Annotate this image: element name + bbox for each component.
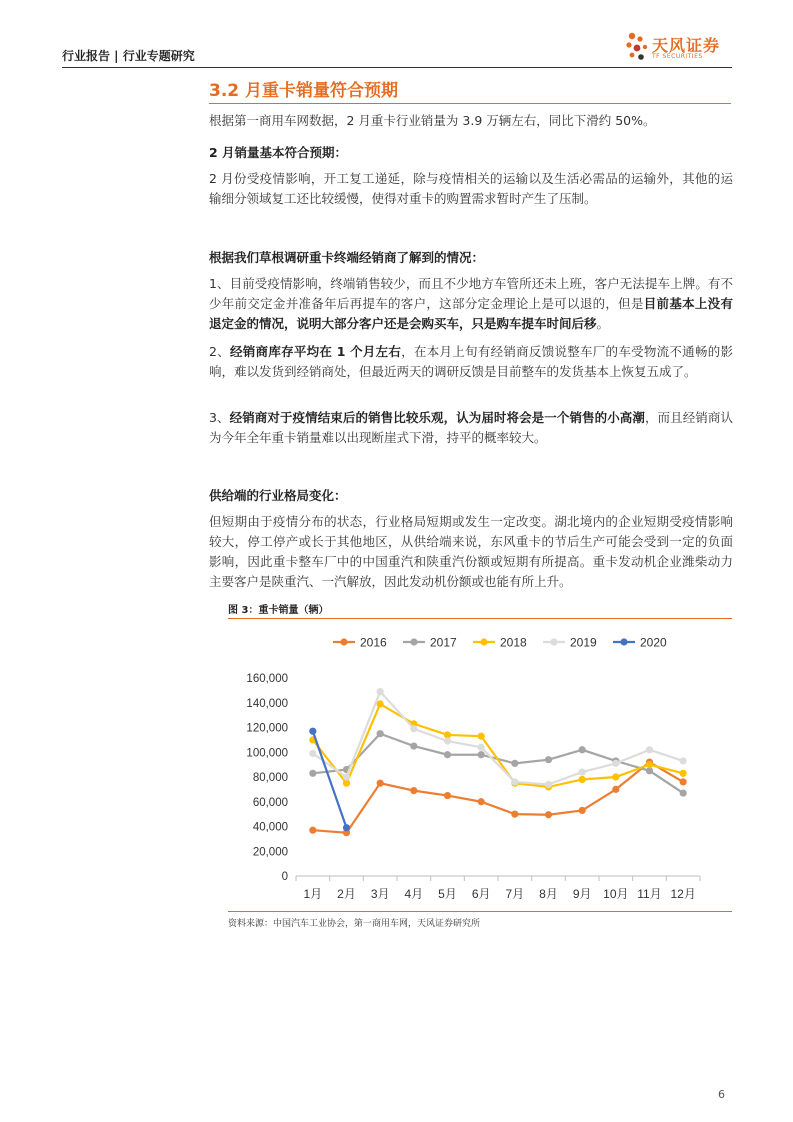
data-point-2017: [377, 730, 384, 737]
legend-swatch-marker-2020: [620, 638, 627, 645]
data-point-2016: [478, 798, 485, 805]
paragraph-sales-overview: 根据第一商用车网数据，2 月重卡行业销量为 3.9 万辆左右，同比下滑约 50%。: [209, 113, 656, 128]
y-tick-label: 120,000: [246, 722, 288, 735]
data-point-2017: [545, 756, 552, 763]
data-point-2016: [680, 778, 687, 785]
data-point-2019: [545, 781, 552, 788]
data-point-2019: [680, 757, 687, 764]
data-point-2017: [646, 767, 653, 774]
data-point-2017: [410, 742, 417, 749]
data-point-2016: [612, 786, 619, 793]
x-tick-label: 11月: [637, 887, 662, 901]
legend-label-2019: 2019: [570, 635, 597, 650]
paragraph-dealer-point-2: [209, 342, 733, 382]
x-tick-label: 3月: [370, 887, 390, 901]
subheading-feb-sales: 2 月销量基本符合预期：: [209, 145, 348, 160]
data-point-2017: [511, 760, 518, 767]
data-point-2017: [309, 770, 316, 777]
x-tick-label: 8月: [539, 887, 558, 901]
x-tick-label: 5月: [438, 887, 457, 901]
dealer-point-2-bold: 经销商库存平均在 1 个月左右: [230, 344, 402, 359]
figure-caption-prefix: 图 3：: [228, 605, 259, 616]
x-tick-label: 4月: [404, 887, 424, 901]
data-point-2018: [646, 761, 653, 768]
logo-subtitle: TF SECURITIES: [652, 53, 703, 60]
data-point-2019: [377, 688, 384, 695]
company-logo: [624, 30, 734, 66]
data-point-2017: [579, 746, 586, 753]
legend-swatch-marker-2019: [550, 638, 557, 645]
data-point-2019: [579, 768, 586, 775]
data-point-2018: [343, 780, 350, 787]
section-title-underline: [209, 103, 731, 104]
figure-bottom-rule: [228, 911, 732, 912]
data-point-2018: [680, 770, 687, 777]
data-point-2020: [343, 824, 350, 831]
legend-label-2020: 2020: [640, 635, 667, 650]
x-tick-label: 12月: [670, 887, 696, 901]
x-tick-label: 7月: [505, 887, 525, 901]
data-point-2019: [309, 750, 316, 757]
section-title: 3.2 月重卡销量符合预期: [209, 81, 399, 101]
logo-flower-icon: [624, 30, 650, 64]
data-point-2016: [377, 780, 384, 787]
data-point-2019: [410, 725, 417, 732]
paragraph-dealer-point-1: [209, 274, 733, 334]
heavy-truck-sales-chart: [228, 620, 732, 910]
x-tick-label: 6月: [471, 887, 491, 901]
logo-name: 天风证券: [652, 36, 721, 55]
data-point-2016: [309, 827, 316, 834]
legend-swatch-marker-2017: [410, 638, 417, 645]
paragraph-feb-impact: 2 月份受疫情影响，开工复工递延，除与疫情相关的运输以及生活必需品的运输外，其他的运输细分领域复工还比较缓慢，使得对重卡的购置需求暂时产生了压制。: [209, 171, 733, 206]
data-point-2018: [478, 733, 485, 740]
dealer-point-2-num: 2、: [209, 344, 230, 359]
data-point-2017: [680, 789, 687, 796]
legend-swatch-marker-2018: [480, 638, 487, 645]
figure-caption: [228, 601, 328, 616]
series-line-2020: [313, 731, 347, 828]
x-tick-label: 10月: [603, 887, 629, 901]
x-tick-label: 1月: [303, 887, 323, 901]
subheading-dealer-survey: 根据我们草根调研重卡终端经销商了解到的情况：: [209, 250, 485, 265]
page-number: 6: [718, 1088, 725, 1101]
y-tick-label: 160,000: [246, 673, 288, 685]
y-tick-label: 100,000: [246, 747, 288, 760]
figure-top-rule: [228, 618, 732, 619]
figure-source: 资料来源：中国汽车工业协会，第一商用车网，天风证券研究所: [228, 919, 481, 929]
legend-label-2017: 2017: [430, 635, 457, 650]
data-point-2016: [545, 811, 552, 818]
paragraph-supply-side: 但短期由于疫情分布的状态，行业格局短期或发生一定改变。湖北境内的企业短期受疫情影响较大，停工停产或长于其他地区，从供给端来说，东风重卡的节后生产可能会受到一定的负面影响，因此重卡整车厂中的中国重汽和陕重汽份额或短期有所提高。重卡发动机企业潍柴动力主要客户是陕重汽、一汽解放，因此发动机份额或也能有所上升。: [209, 514, 733, 589]
data-point-2019: [343, 773, 350, 780]
data-point-2019: [478, 744, 485, 751]
dealer-point-1-bold: 目前基本上没有退定金的情况，说明大部分客户还是会购买车，只是购车提车时间后移: [209, 296, 733, 331]
header-text: 行业报告 | 行业专题研究: [62, 49, 195, 63]
series-line-2019: [313, 692, 683, 785]
dealer-point-3-num: 3、: [209, 410, 230, 425]
x-tick-label: 9月: [572, 887, 592, 901]
data-point-2017: [478, 751, 485, 758]
legend-swatch-marker-2016: [340, 638, 347, 645]
data-point-2018: [579, 776, 586, 783]
legend-label-2018: 2018: [500, 635, 527, 650]
y-tick-label: 60,000: [252, 796, 288, 809]
data-point-2016: [579, 807, 586, 814]
y-tick-label: 0: [281, 871, 288, 883]
data-point-2016: [410, 787, 417, 794]
data-point-2019: [511, 778, 518, 785]
data-point-2016: [444, 792, 451, 799]
y-tick-label: 40,000: [252, 821, 288, 834]
data-point-2019: [646, 746, 653, 753]
paragraph-dealer-point-3: [209, 408, 733, 448]
header-divider: [62, 67, 732, 68]
y-tick-label: 20,000: [252, 846, 288, 859]
x-tick-label: 2月: [337, 887, 356, 901]
y-tick-label: 140,000: [246, 697, 288, 710]
legend-label-2016: 2016: [360, 635, 387, 650]
figure-caption-title: 重卡销量（辆）: [258, 605, 329, 616]
data-point-2019: [612, 760, 619, 767]
data-point-2017: [444, 751, 451, 758]
y-tick-label: 80,000: [252, 772, 288, 784]
dealer-point-3-bold: 经销商对于疫情结束后的销售比较乐观，认为届时将会是一个销售的小高潮: [229, 410, 645, 425]
dealer-point-1-text: 1、目前受疫情影响，终端销售较少，而且不少地方车管所还未上班，客户无法提车上牌。有不少年前交定金并准备年后再提车的客户，这部分定金理论上是可以退的，但是: [209, 276, 733, 311]
data-point-2019: [444, 738, 451, 745]
data-point-2020: [309, 728, 316, 735]
data-point-2016: [511, 811, 518, 818]
dealer-point-1-end: 。: [596, 316, 610, 331]
dealer-point-3-text: ，而且经销商认为今年全年重卡销量难以出现断崖式下滑，持平的概率较大。: [209, 410, 733, 445]
dealer-point-2-text: ，在本月上旬有经销商反馈说整车厂的车受物流不通畅的影响，难以发货到经销商处，但最近两天的调研反馈是目前整车的发货基本上恢复五成了。: [209, 344, 733, 379]
data-point-2018: [444, 731, 451, 738]
data-point-2018: [612, 773, 619, 780]
data-point-2018: [377, 700, 384, 707]
subheading-supply-side: 供给端的行业格局变化：: [209, 488, 347, 503]
